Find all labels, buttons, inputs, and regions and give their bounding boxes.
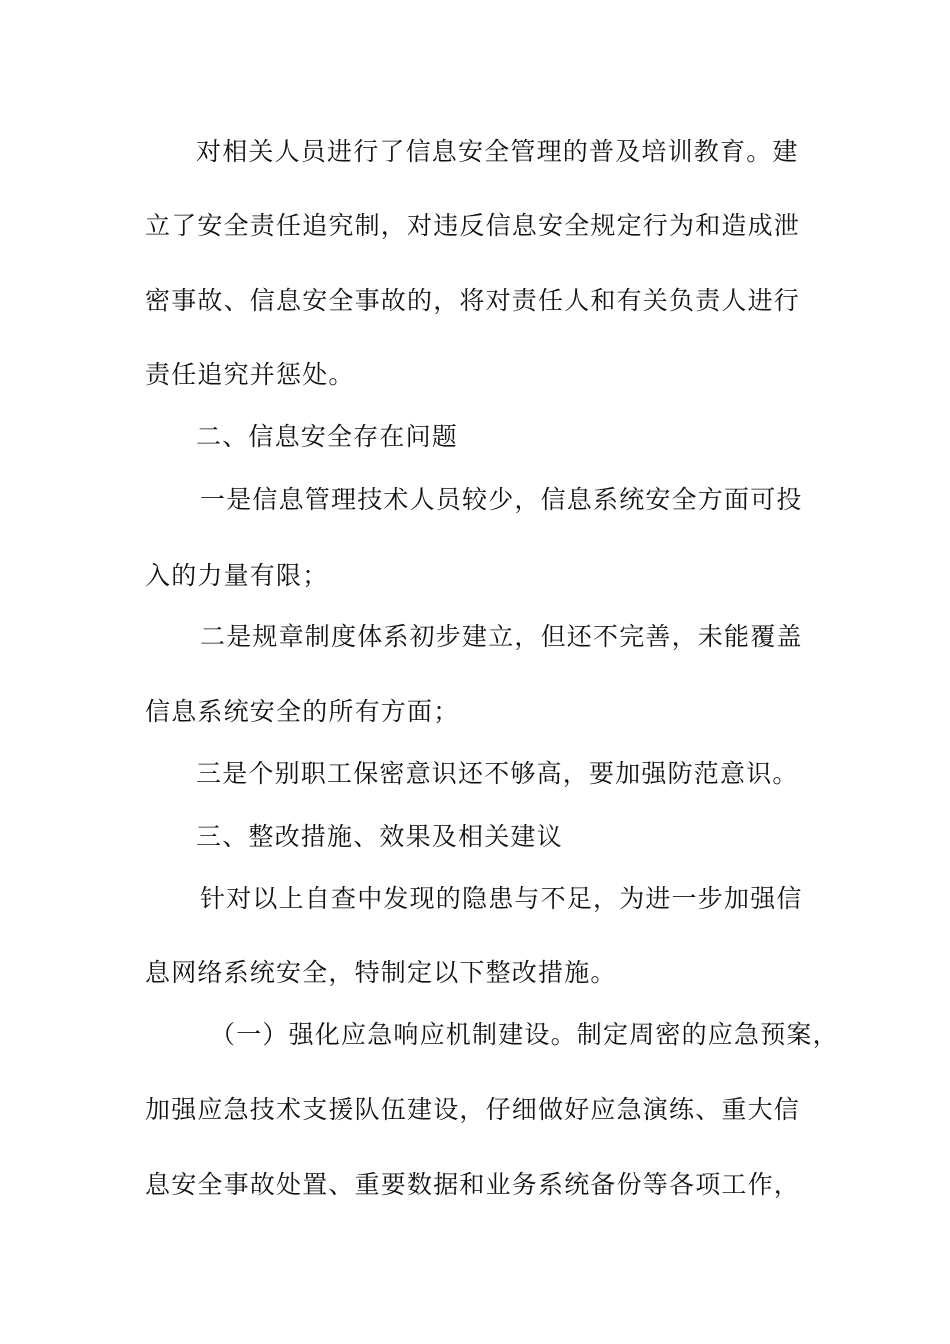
paragraph-line-7: 入的力量有限； [145, 561, 329, 590]
paragraph-line-16: 息安全事故处置、重要数据和业务系统备份等各项工作， [145, 1170, 801, 1199]
paragraph-line-8: 二是规章制度体系初步建立，但还不完善，未能覆盖 [200, 622, 803, 651]
paragraph-line-15: 加强应急技术支援队伍建设，仔细做好应急演练、重大信 [145, 1095, 801, 1124]
paragraph-line-14: （一）强化应急响应机制建设。制定周密的应急预案， [210, 1020, 839, 1049]
paragraph-line-12: 针对以上自查中发现的隐患与不足，为进一步加强信 [200, 884, 803, 913]
paragraph-line-2: 立了安全责任追究制，对违反信息安全规定行为和造成泄 [145, 211, 801, 240]
section-heading-2: 二、信息安全存在问题 [196, 422, 459, 451]
paragraph-line-6: 一是信息管理技术人员较少，信息系统安全方面可投 [200, 485, 803, 514]
paragraph-line-1: 对相关人员进行了信息安全管理的普及培训教育。建 [196, 137, 799, 166]
paragraph-line-4: 责任追究并惩处。 [145, 360, 355, 389]
section-heading-3: 三、整改措施、效果及相关建议 [196, 822, 563, 851]
paragraph-line-13: 息网络系统安全，特制定以下整改措施。 [145, 958, 617, 987]
paragraph-line-3: 密事故、信息安全事故的，将对责任人和有关负责人进行 [145, 286, 801, 315]
paragraph-line-10: 三是个别职工保密意识还不够高，要加强防范意识。 [196, 759, 799, 788]
paragraph-line-9: 信息系统安全的所有方面； [145, 697, 460, 726]
